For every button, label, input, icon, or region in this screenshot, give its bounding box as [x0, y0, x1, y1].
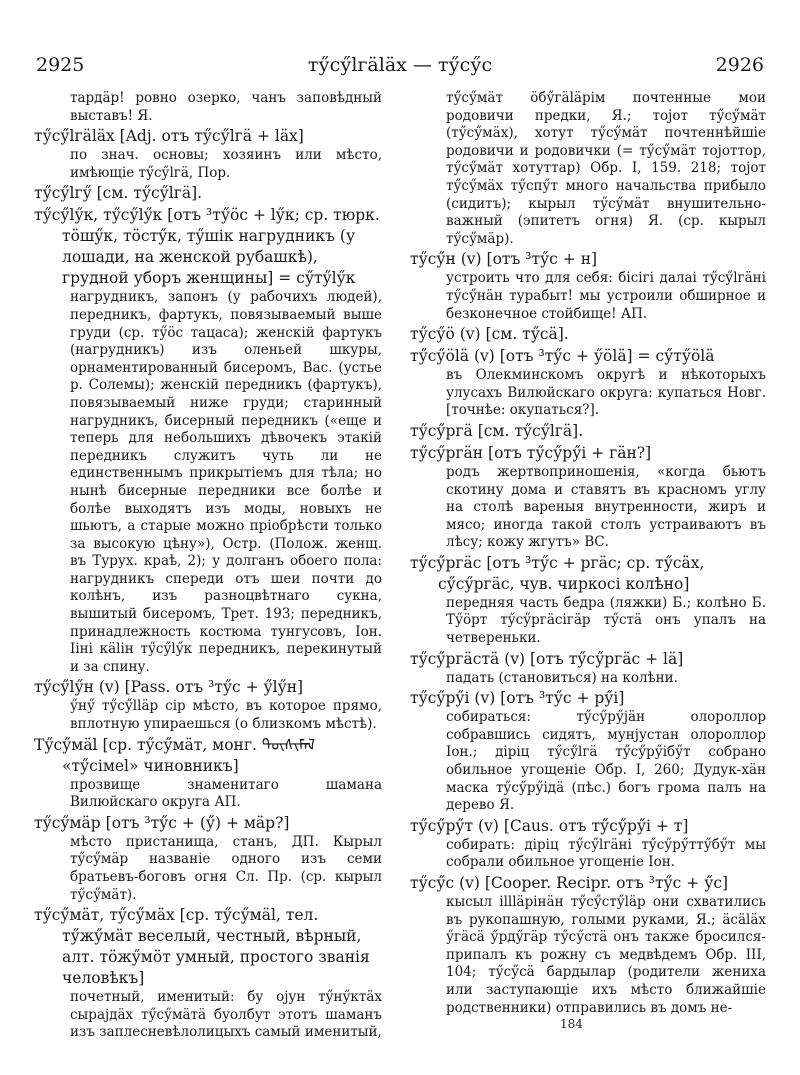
- dictionary-entry: [34, 735, 384, 812]
- dictionary-entry: [410, 553, 768, 648]
- entry-definition: падать (становиться) на колѣни.: [446, 669, 678, 686]
- dictionary-entry: [34, 205, 384, 676]
- entry-definition: тӳсӳмäт öбӳгäläрім почтенные мои родовичи предки, Я.; тојот тӳсӳмäт (тӳсӳмäх), хотут тӳсӳмäт почтеннѣйшіе родовичи и родовички (= тӳсӳмäт тојоттор, тӳсӳмäт хотуттар) Обр. I, 159. 218; тојот тӳсӳмäх тӳспӳт много начальства прибыло (сидитъ); кырыл тӳсӳмäт внушительно-важный (эпитетъ огня) Я. (ср. кырыл тӳсӳмäр).: [446, 90, 766, 247]
- dictionary-entry: [34, 90, 384, 125]
- entry-headword: тӳсӳö (v) [см. тӳсä].: [410, 325, 569, 344]
- entry-headword: тӳсӳlгäläх [Adj. отъ тӳсӳlгä + läх]: [34, 127, 304, 146]
- dictionary-entry: [410, 443, 768, 552]
- entry-headword: Тӳсӳмäl [ср. тӳсӳмäт, монг. ᠲᠦᠰᠢᠮᠡᠯ «тӳсімеl» чиновникъ]: [34, 735, 316, 775]
- entry-headword: тӳсӳlӳк, тӳсӳlӳк [отъ ³тӳöс + lӳк; ср. тюрк. тöшӳк, тöстӳк, тӳшік нагрудникъ (у лошади, на женской рубашкѣ), грудной уборъ женщины] = сӳтӳlӳк: [34, 206, 380, 288]
- dictionary-entry: [34, 126, 384, 182]
- signature-mark: 184: [560, 1017, 583, 1031]
- dictionary-entry: [410, 249, 768, 323]
- entry-definition: прозвище знаменитаго шамана Вилюйскаго округа АП.: [70, 776, 382, 811]
- dictionary-entry: [410, 688, 768, 815]
- entry-headword: тӳсӳlӳн (v) [Pass. отъ ³тӳс + ӳlӳн]: [34, 678, 304, 697]
- entry-definition: ӳнӳ тӳсӳlläр сір мѣсто, въ которое прямо, вплотную упираешься (о близкомъ мѣстѣ).: [70, 698, 382, 733]
- entry-definition: собираться: тӳсӳрӳјäн олороллор собравшись сидятъ, мунјустан олороллор Іон.; діріц тӳсӳlгä тӳсӳрӳібӳт собрано обильное угощеніе Обр. I, 260; Дудук-хäн маска тӳсӳрӳідä (пѣс.) богъ грома палъ на дерево Я.: [446, 709, 766, 814]
- dictionary-entry: [34, 813, 384, 904]
- entry-headword: тӳсӳмäр [отъ ³тӳс + (ӳ) + мäр?]: [34, 813, 290, 832]
- entry-definition: передняя часть бедра (ляжки) Б.; колѣно Б. Тӳöрт тӳсӳргäсігäр тӳстä онъ упалъ на четвереньки.: [446, 594, 766, 647]
- entry-headword: тӳсӳс (v) [Cooper. Recipr. отъ ³тӳс + ӳс]: [410, 874, 729, 892]
- dictionary-entry: [34, 677, 384, 733]
- entry-headword: тӳсӳрӳт (v) [Caus. отъ тӳсӳрӳі + т]: [410, 816, 689, 835]
- entry-headword: тӳсӳlгӳ [см. тӳсӳlгä].: [34, 184, 203, 203]
- dictionary-entry: [34, 905, 384, 1042]
- left-page-number: 2925: [36, 54, 85, 76]
- entry-headword: тӳсӳргäс [отъ ³тӳс + ргäс; ср. тӳсäх, сӳсӳргäс, чув. чиркосі колѣно]: [410, 553, 705, 593]
- dictionary-entry: [410, 816, 768, 872]
- entry-definition: собирать: діріц тӳсӳlгäні тӳсӳрӳттӳбӳт мы собрали обильное угощеніе Іон.: [446, 836, 766, 871]
- entry-headword: тӳсӳн (v) [отъ ³тӳс + н]: [410, 250, 598, 269]
- dictionary-entry: [410, 873, 768, 1017]
- dictionary-entry: [410, 324, 768, 345]
- entry-headword: тӳсӳргäстä (v) [отъ тӳсӳргäс + lä]: [410, 649, 684, 668]
- dictionary-entry: [410, 90, 768, 248]
- entry-definition: по знач. основы; хозяинъ или мѣсто, имѣющіе тӳсӳlгä, Пор.: [70, 147, 382, 181]
- entry-definition: нагрудникъ, запонъ (у рабочихъ людей), передникъ, фартукъ, повязываемый выше груди (ср. тӳöс тацаса); женскій фартукъ (нагрудникъ) изъ оленьей шкуры, орнаментированный бисеромъ, Вас. (устье р. Солемы); женскій передникъ (фартукъ), повязываемый ниже груди; старинный нагрудникъ, бисерный передникъ («еще и теперь для небольшихъ дѣвочекъ этакій передникъ служитъ чуть ли не единственнымъ прикрытіемъ для тѣла; но нынѣ бисерные передники все болѣе и болѣе выходятъ изъ моды, новыхъ не шьютъ, а старые можно пріобрѣсти только за высокую цѣну»), Остр. (Полож. женщ. въ Турух. краѣ, 2); у долганъ обоего пола: нагрудникъ спереди отъ шеи почти до колѣнъ, изъ разноцвѣтнаго сукна, вышитый бисеромъ, Трет. 193; передникъ, принадлежность костюма тунгусовъ, Іон. Ііні кälін тӳсӳlӳк передникъ, перекинутый и за спину.: [70, 289, 382, 675]
- dictionary-entry: [410, 421, 768, 442]
- page-header: [34, 54, 766, 78]
- dictionary-entry: [34, 183, 384, 204]
- right-page-number: 2926: [715, 54, 764, 76]
- running-head: тӳсӳlгäläх — тӳсӳс: [307, 54, 493, 76]
- entry-definition: мѣсто пристанища, станъ, ДП. Кырыл тӳсӳмäр названіе одного изъ семи братьевъ-боговъ огня Сл. Пр. (ср. кырыл тӳсӳмäт).: [70, 833, 382, 903]
- entry-headword: тӳсӳргä [см. тӳсӳlгä].: [410, 421, 584, 440]
- entry-definition: въ Олекминскомъ округѣ и нѣкоторыхъ улусахъ Вилюйскаго округа: купаться Новг. [точнѣе: окупаться?].: [446, 367, 766, 419]
- left-column: [34, 90, 384, 1043]
- entry-headword: тӳсӳölä (v) [отъ ³тӳс + ӳölä] = сӳтӳölä: [410, 347, 715, 366]
- entry-definition: кысыл іllläрінäн тӳсӳстӳläр они схватились въ рукопашную, голыми руками, Я.; äсäläх ӳгäсä ӳрдӳгäр тӳсӳстä онъ также бросился-припалъ къ рожну съ медвѣдемъ Обр. III, 104; тӳсӳсä бардылар (родители жениха или заступающіе ихъ мѣсто ближайшіе родственники) отправились въ домъ не-: [446, 894, 766, 1016]
- entry-headword: тӳсӳмäт, тӳсӳмäх [ср. тӳсӳмäl, тел. тӳжӳмäт веселый, честный, вѣрный, алт. тöжӳмöт умный, простого званія человѣкъ]: [34, 906, 370, 988]
- entry-definition: родъ жертвоприношенія, «когда бьютъ скотину дома и ставятъ въ красномъ углу на столѣ вареныя внутренности, жиръ и мясо; иногда такой столъ устраиваютъ въ лѣсу; кожу жгутъ» ВС.: [446, 463, 766, 551]
- right-column: [410, 90, 768, 1018]
- entry-headword: тӳсӳрӳі (v) [отъ ³тӳс + рӳі]: [410, 689, 625, 708]
- entry-definition: тардäр! ровно озерко, чанъ заповѣдный выставъ! Я.: [70, 90, 382, 124]
- dictionary-entry: [410, 346, 768, 420]
- dictionary-entry: [410, 649, 768, 688]
- entry-headword: тӳсӳргäн [отъ тӳсӳрӳі + гäн?]: [410, 443, 652, 462]
- entry-definition: устроить что для себя: бісігі далаі тӳсӳlгäні тӳсӳнäн турабыт! мы устроили обширное и безконечное стойбище! АП.: [446, 270, 766, 322]
- entry-definition: почетный, именитый: бу ојун тӳнӳктäх сырајдäх тӳсӳмäтä буолбут этотъ шаманъ изъ заплесневѣлолицыхъ самый именитый,: [70, 989, 382, 1041]
